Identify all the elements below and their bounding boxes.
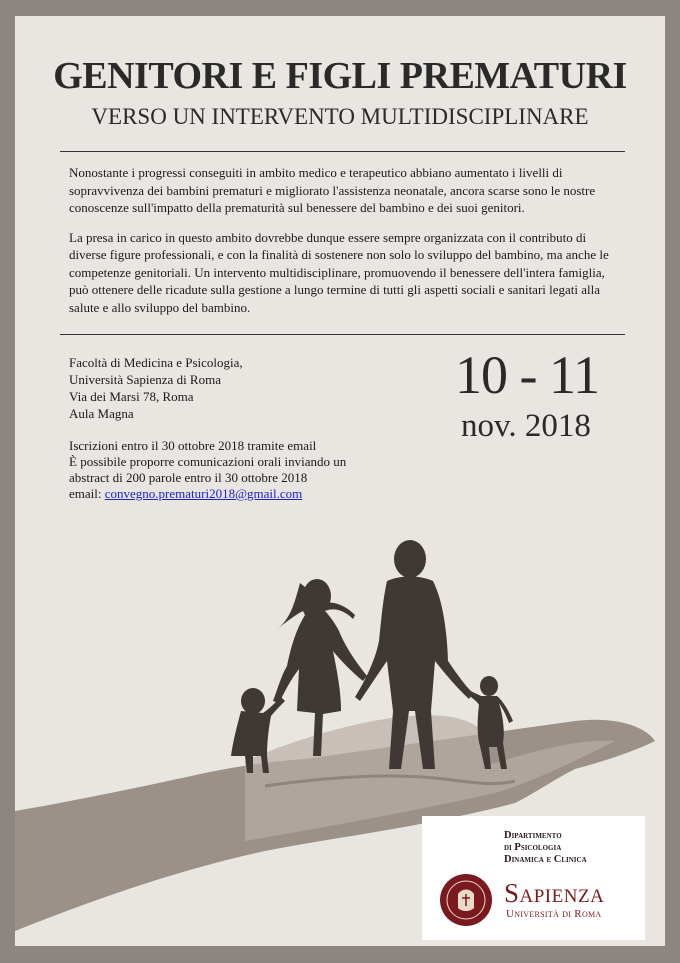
dept-line-1: Dipartimento (504, 830, 562, 841)
middle-divider (60, 334, 625, 335)
registration-line-3: abstract di 200 parole entro il 30 ottobre 2018 (69, 470, 308, 485)
venue-line-3: Via dei Marsi 78, Roma (69, 389, 194, 404)
registration-block (69, 438, 399, 502)
dept-line-3: Dinamica e Clinica (504, 854, 587, 865)
venue-block (69, 354, 369, 422)
poster-title: GENITORI E FIGLI PREMATURI (53, 55, 627, 97)
venue-line-2: Università Sapienza di Roma (69, 372, 221, 387)
intro-paragraph-1: Nonostante i progressi conseguiti in ambito medico e terapeutico abbiano aumentato i livelli di sopravvivenza dei bambini prematuri e migliorato l'assistenza neonatale, ancora scarse sono le nostre conoscenze sull'impatto della prematurità sul benessere del bambino e dei suoi genitori. (69, 165, 596, 215)
university-name: Sapienza (504, 878, 605, 908)
event-month-year: nov. 2018 (461, 408, 591, 444)
poster-paper (15, 16, 665, 946)
top-divider (60, 151, 625, 152)
event-days: 10 - 11 (455, 345, 599, 405)
university-subname: Università di Roma (506, 908, 602, 920)
intro-text (69, 164, 624, 328)
poster-subtitle: VERSO UN INTERVENTO MULTIDISCIPLINARE (91, 104, 589, 129)
venue-line-4: Aula Magna (69, 406, 134, 421)
venue-line-1: Facoltà di Medicina e Psicologia, (69, 355, 243, 370)
registration-line-1: Iscrizioni entro il 30 ottobre 2018 tramite email (69, 438, 317, 453)
email-link[interactable]: convegno.prematuri2018@gmail.com (104, 486, 303, 501)
department-name (504, 830, 587, 866)
registration-email-row (69, 486, 399, 502)
sapienza-seal-icon (438, 872, 494, 928)
dept-line-2: di Psicologia (504, 842, 562, 853)
sapienza-logo-box (422, 816, 645, 940)
email-label: email: (69, 486, 105, 501)
intro-paragraph-2: La presa in carico in questo ambito dovrebbe dunque essere sempre organizzata con il contributo di diverse figure professionali, e con la finalità di sostenere non solo lo sviluppo del bambino, ma anche le competenze genitoriali. Un intervento multidisciplinare, promuovendo il benessere dell'intera famiglia, può ottenere delle ricadute sulla gestione a lungo termine di tutti gli aspetti sociali e sanitari legati alla salute e allo sviluppo del bambino. (69, 229, 609, 315)
registration-line-2: È possibile proporre comunicazioni orali inviando un (69, 454, 347, 469)
